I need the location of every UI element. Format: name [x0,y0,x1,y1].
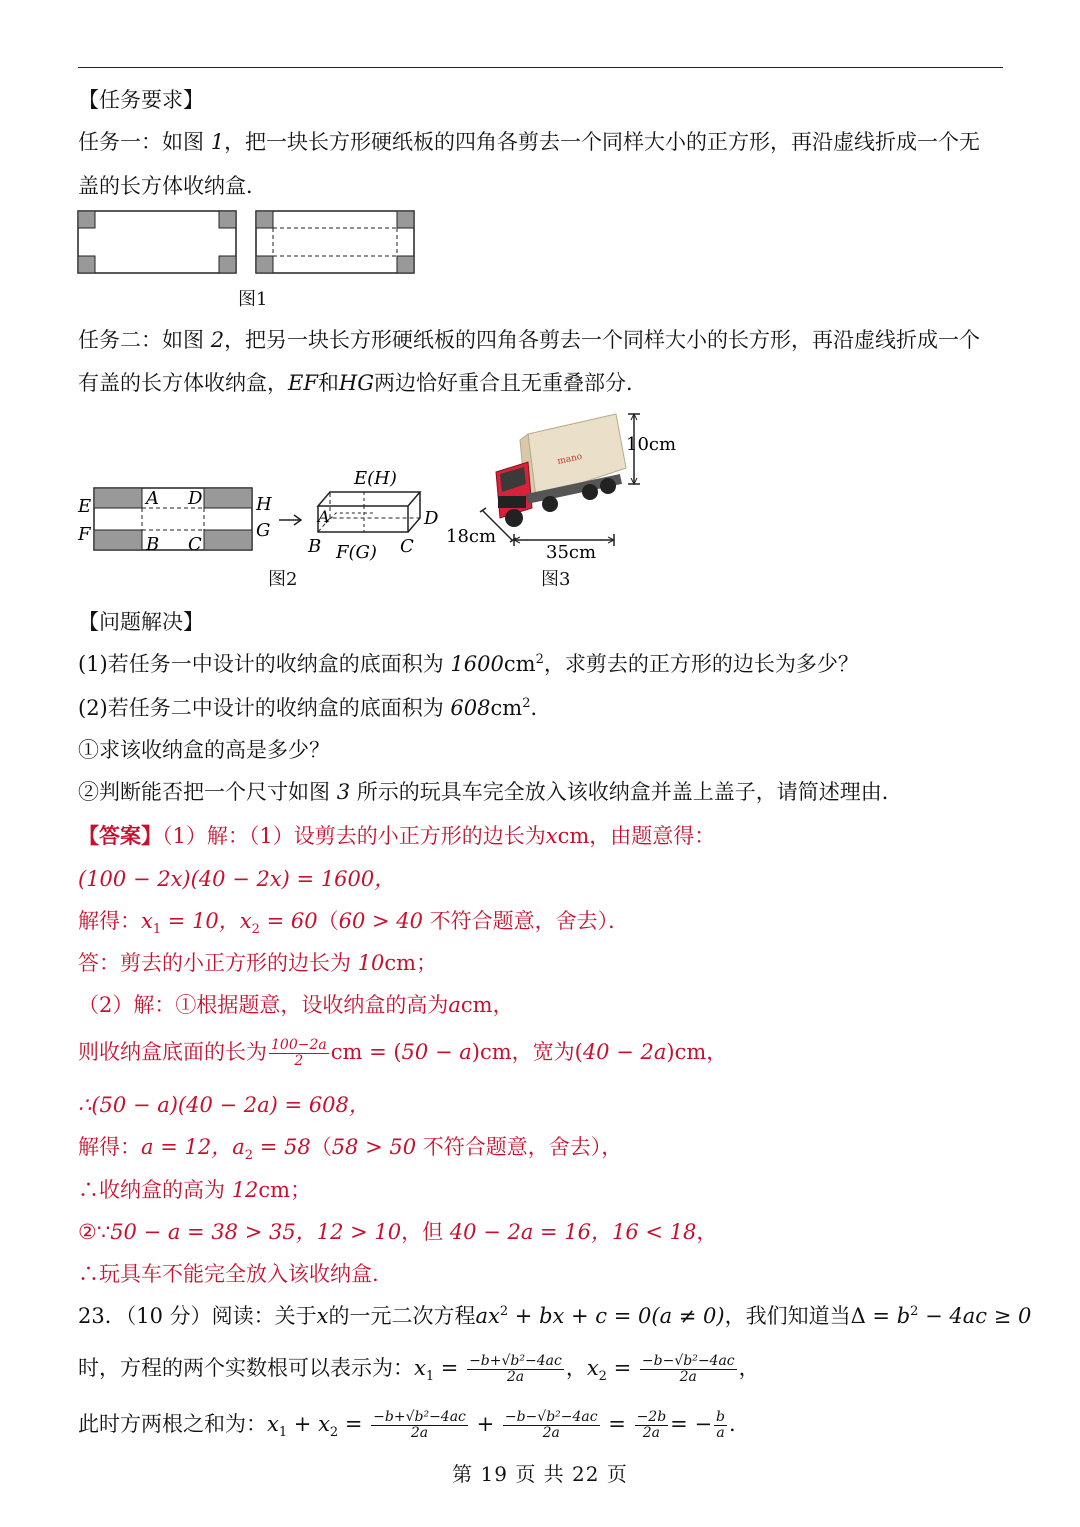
q23-line-1: 23．（10 分）阅读：关于x的一元二次方程$ax^2$ + bx + c = 0(a ≠ 0)，我们知道当$\Delta = b^2 - 4ac \ge 0$ [78,1304,1032,1328]
fig2-label-F: F [78,524,91,545]
question-2: (2)若任务二中设计的收纳盒的底面积为 $608cm^2$． [78,696,552,720]
task2-line1: 任务二：如图 2，把另一块长方形硬纸板的四角各剪去一个同样大小的长方形，再沿虚线折成一个 [78,328,981,352]
fig1-caption: 图1 [238,289,268,310]
fig2-label-C2: C [400,536,414,557]
root-fraction-2: $\frac{\text{−b−√b²−4ac}}{2a}$ [641,1353,735,1385]
fig3-length-label: 35cm [546,542,597,563]
answer-tag: 【答案】 [78,823,162,848]
fig2-caption: 图2 [268,569,298,590]
problem-heading: 【问题解决】 [78,610,204,634]
fig2-label-D: D [188,488,203,509]
fig2-label-G: G [256,520,271,541]
fig2-label-FG: F(G) [336,542,377,562]
figure-1 [76,208,418,278]
sum-fraction-4: $\frac{b}{a}$ [716,1409,726,1441]
sum-fraction-3: $\frac{-2b}{2a}$ [636,1409,667,1441]
figure-2 [74,462,454,562]
sum-fraction-2: $\frac{\text{−b−√b²−4ac}}{2a}$ [504,1409,598,1441]
root-fraction-1: $\frac{\text{−b+√b²−4ac}}{2a}$ [469,1353,562,1385]
svg-text:mano: mano [556,451,584,467]
task1-line2: 盖的长方体收纳盒． [78,174,267,198]
fig2-label-H: H [256,494,272,515]
answer-line-9: ∴收纳盒的高为 12cm； [78,1178,312,1202]
tasks-heading: 【任务要求】 [78,88,204,112]
answer-line-4: 答：剪去的小正方形的边长为 10cm； [78,951,438,975]
answer-line-10: ②∵50 − a = 38 > 35，12 > 10，但 40 − 2a = 16，16 < 18， [78,1220,718,1244]
answer-line-5: （2）解：①根据题意，设收纳盒的高为acm， [78,993,514,1017]
answer-line-1: 【答案】（1）解：（1）设剪去的小正方形的边长为xcm，由题意得： [78,823,716,848]
fig2-label-B: B [146,534,160,555]
task2-line2: 有盖的长方体收纳盒，EF和HG两边恰好重合且无重叠部分． [78,371,647,395]
fig2-label-C: C [188,534,202,555]
q23-line-3: 此时方两根之和为：$x_1 + x_2$ = $\frac{\text{−b+√b²−4ac}}{2a}$ + $\frac{\text{−b−√b²−4ac}}{2a}$ = $\frac{-2b}{2a}$ = − $\frac{b}{a}$ . [78,1409,736,1441]
fig2-label-EH: E(H) [354,468,397,489]
question-2-part-2: ②判断能否把一个尺寸如图 3 所示的玩具车完全放入该收纳盒并盖上盖子，请简述理由． [78,780,903,804]
fig2-label-A: A [146,488,159,509]
fig2-label-D2: D [424,508,439,529]
task1-line1: 任务一：如图 1，把一块长方形硬纸板的四角各剪去一个同样大小的正方形，再沿虚线折成一个无 [78,130,981,154]
sum-fraction-1: $\frac{\text{−b+√b²−4ac}}{2a}$ [373,1409,466,1441]
question-1: (1)若任务一中设计的收纳盒的底面积为 $1600cm^2$，求剪去的正方形的边长为多少？ [78,652,859,676]
answer-line-3: 解得：$x_1 = 10$，$x_2 = 60(60 > 40$ 不符合题意，舍去）． [78,909,630,938]
fig3-caption: 图3 [541,569,571,590]
fig3-width-label: 18cm [446,526,497,547]
header-rule [78,67,1003,68]
fig2-label-A2: A [318,507,330,526]
fig2-label-E: E [78,496,92,517]
answer-line-2: (100 − 2x)(40 − 2x) = 1600， [78,867,396,891]
figure-3 [440,412,690,572]
answer-line-11: ∴玩具车不能完全放入该收纳盒. [78,1262,379,1286]
answer-line-6: 则收纳盒底面的长为 $\frac{100-2a}{2}$ cm = (50 − a)cm，宽为(40 − 2a)cm， [78,1037,728,1069]
fig2-label-B2: B [308,536,322,557]
question-2-part-1: ①求该收纳盒的高是多少？ [78,738,330,762]
page-footer: 第 19 页 共 22 页 [452,1462,628,1486]
fraction-length: $\frac{100-2a}{2}$ [271,1037,327,1069]
q23-line-2: 时，方程的两个实数根可以表示为：$x_1$ = $\frac{\text{−b+√b²−4ac}}{2a}$ ，$x_2$ = $\frac{\text{−b−√b²−4ac}}{2a}$ ， [78,1353,760,1385]
answer-line-8: 解得：a = 12，$a_2 = 58(58 > 50$ 不符合题意，舍去）， [78,1135,623,1164]
fig3-height-label: 10cm [626,434,677,455]
answer-line-7: ∴(50 − a)(40 − 2a) = 608， [78,1093,370,1117]
toy-truck-image [496,414,626,527]
